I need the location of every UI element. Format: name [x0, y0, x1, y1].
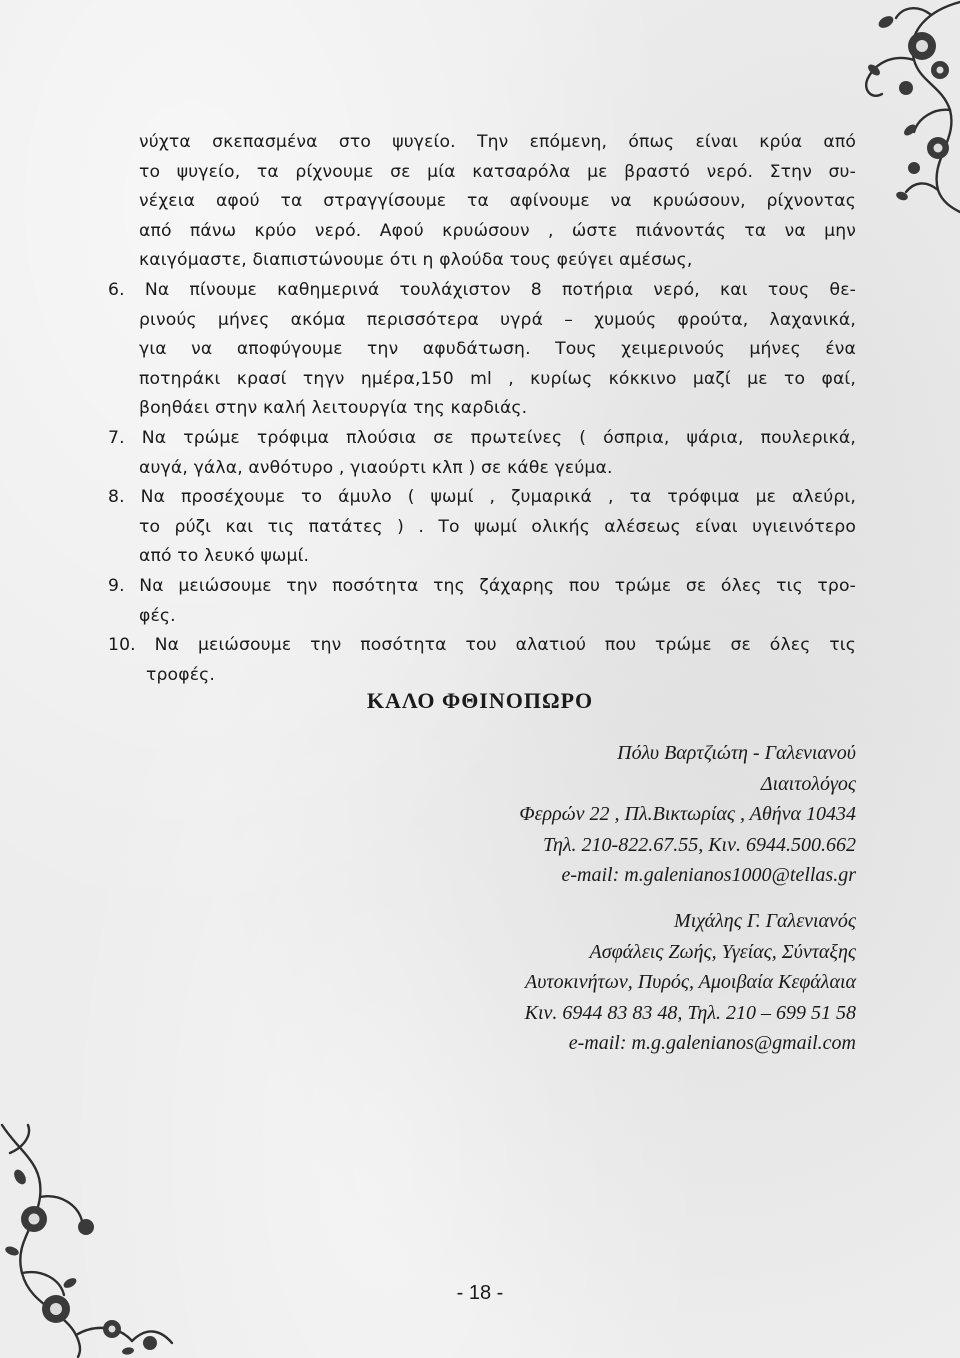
text-line: νέχεια αφού τα στραγγίσουμε τα αφίνουμε να κρυώσουν, ρίχνοντας: [139, 191, 856, 212]
list-item-9: [108, 572, 856, 631]
text-line: το ρύζι και τις πατάτες ) . Το ψωμί ολικής αλέσεως είναι υγιεινότερο: [139, 516, 856, 537]
text-line: από το λευκό ψωμί.: [139, 546, 310, 567]
text-line: τροφές.: [146, 664, 216, 685]
text-line: νύχτα σκεπασμένα στο ψυγείο. Την επόμενη, όπως είναι κρύα από: [139, 132, 856, 152]
signature-phones: Κιν. 6944 83 83 48, Τηλ. 210 – 699 51 58: [524, 1001, 856, 1024]
signature-phones: Τηλ. 210-822.67.55, Κιν. 6944.500.662: [542, 833, 856, 856]
text-line: από πάνω κρύο νερό. Αφού κρυώσουν , ώστε πιάνοντάς τα να μην: [139, 220, 856, 241]
text-line: το ψυγείο, τα ρίχνουμε σε μία κατσαρόλα με βραστό νερό. Στην συ-: [139, 161, 856, 182]
floral-ornament-bottom-left: [0, 1123, 175, 1358]
text-line: 7. Να τρώμε τρόφιμα πλούσια σε πρωτείνες ( όσπρια, ψάρια, πουλερικά,: [108, 427, 856, 448]
signature-name: Πόλυ Βαρτζιώτη - Γαλενιανού: [617, 742, 856, 764]
text-line: 9. Να μειώσουμε την ποσότητα της ζάχαρης που τρώμε σε όλες τις τρο-: [108, 575, 856, 596]
article-body: [108, 128, 856, 690]
text-line: βοηθάει στην καλή λειτουργία της καρδιάς.: [139, 398, 528, 419]
signature-title: Διαιτολόγος: [760, 772, 856, 795]
signature-services-line-2: Αυτοκινήτων, Πυρός, Αμοιβαία Κεφάλαια: [525, 971, 856, 994]
signature-name: Μιχάλης Γ. Γαλενιανός: [674, 910, 856, 932]
signature-address: Φερρών 22 , Πλ.Βικτωρίας , Αθήνα 10434: [519, 803, 856, 826]
text-line: 8. Να προσέχουμε το άμυλο ( ψωμί , ζυμαρικά , τα τρόφιμα με αλεύρι,: [108, 487, 856, 508]
page-number: - 18 -: [456, 1282, 504, 1304]
text-line: αυγά, γάλα, ανθότυρο , γιαούρτι κλπ ) σε κάθε γεύμα.: [139, 457, 613, 478]
closing-heading: ΚΑΛΟ ΦΘΙΝΟΠΩΡΟ: [366, 688, 594, 713]
text-line: ρινούς μήνες ακόμα περισσότερα υγρά – χυμούς φρούτα, λαχανικά,: [139, 309, 856, 330]
text-line: για να αποφύγουμε την αφυδάτωση. Τους χειμερινούς μήνες ένα: [139, 339, 856, 360]
continuation-paragraph: [108, 128, 856, 276]
text-line: ποτηράκι κρασί τηγν ημέρα,150 ml , κυρίως κόκκινο μαζί με το φαί,: [139, 368, 856, 389]
list-item-8: [108, 483, 856, 572]
text-line: 10. Να μειώσουμε την ποσότητα του αλατιού που τρώμε σε όλες τις: [108, 635, 856, 656]
list-item-7: [108, 424, 856, 483]
signature-email: e-mail: m.g.galenianos@gmail.com: [568, 1032, 856, 1055]
signature-services-line-1: Ασφάλεις Ζωής, Υγείας, Σύνταξης: [589, 940, 856, 963]
signature-email: e-mail: m.galenianos1000@tellas.gr: [561, 864, 856, 887]
list-item-10: [108, 631, 856, 690]
text-line: καιγόμαστε, διαπιστώνουμε ότι η φλούδα τους φεύγει αμέσως,: [139, 250, 693, 271]
signature-block-insurance: [525, 906, 856, 1059]
list-item-6: [108, 276, 856, 424]
signature-block-dietitian: [519, 738, 856, 891]
text-line: φές.: [139, 605, 176, 626]
text-line: 6. Να πίνουμε καθημερινά τουλάχιστον 8 ποτήρια νερό, και τους θε-: [108, 279, 856, 300]
